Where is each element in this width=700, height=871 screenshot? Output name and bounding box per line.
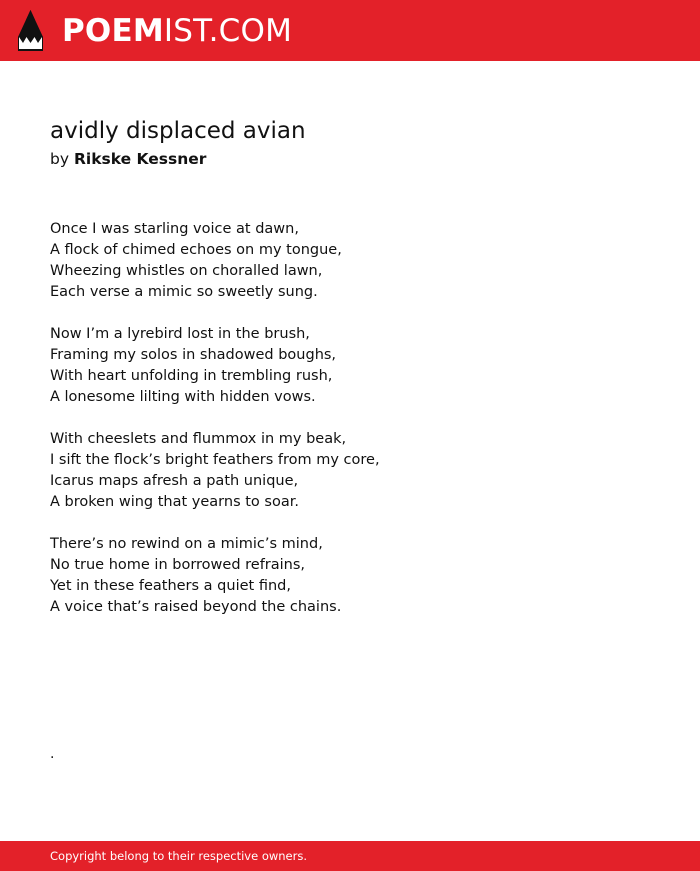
poem-byline [50, 149, 206, 169]
poem-body [50, 219, 650, 639]
site-logo[interactable] [62, 13, 292, 49]
trailing-mark: . [50, 746, 55, 762]
poem-author: Rikske Kessner [73, 150, 207, 168]
poem-line: A flock of chimed echoes on my tongue, [50, 242, 342, 258]
poem-line: Yet in these feathers a quiet find, [50, 578, 291, 594]
poem-line: There’s no rewind on a mimic’s mind, [50, 536, 323, 552]
poem-stanza [50, 219, 650, 303]
poem-line: Wheezing whistles on choralled lawn, [50, 263, 323, 279]
poem-line: No true home in borrowed refrains, [50, 557, 306, 573]
site-header [0, 0, 700, 61]
poem-line: Framing my solos in shadowed boughs, [50, 347, 337, 363]
poem-line: A broken wing that yearns to soar. [50, 494, 299, 510]
poem-title: avidly displaced avian [50, 118, 306, 144]
byline-label: by [50, 150, 70, 168]
poem-line: Each verse a mimic so sweetly sung. [50, 284, 318, 300]
poem-stanza [50, 429, 650, 513]
logo-text-bold: POEM [62, 13, 164, 49]
copyright-text: Copyright belong to their respective owners. [50, 849, 308, 863]
pencil-tip-icon [18, 10, 43, 51]
site-footer [0, 841, 700, 871]
poem-line: Once I was starling voice at dawn, [50, 221, 299, 237]
poem-line: With heart unfolding in trembling rush, [50, 368, 333, 384]
logo-text-light: IST.COM [163, 13, 293, 49]
poem-line: I sift the flock’s bright feathers from my core, [50, 452, 380, 468]
poem-stanza [50, 534, 650, 618]
poem-line: Now I’m a lyrebird lost in the brush, [50, 326, 310, 342]
poem-stanza [50, 324, 650, 408]
poem-line: A voice that’s raised beyond the chains. [50, 599, 342, 615]
poem-line: Icarus maps afresh a path unique, [50, 473, 299, 489]
poem-line: A lonesome lilting with hidden vows. [50, 389, 316, 405]
poem-line: With cheeslets and flummox in my beak, [50, 431, 347, 447]
